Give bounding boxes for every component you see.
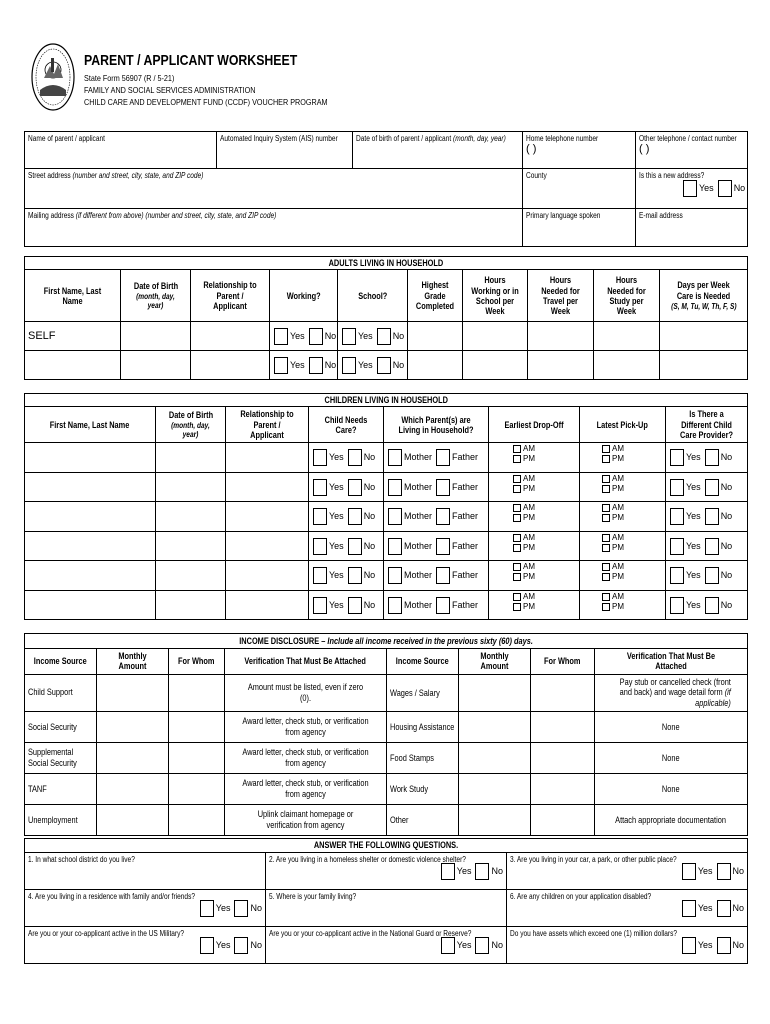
email-field[interactable]: E-mail address [636, 209, 748, 247]
child-care-no-checkbox[interactable] [348, 449, 362, 466]
pickup-am-checkbox[interactable] [602, 475, 610, 483]
adults-table [24, 256, 748, 380]
pickup-pm-checkbox[interactable] [602, 514, 610, 522]
pickup-am-checkbox[interactable] [602, 563, 610, 571]
monthly-amount-input[interactable] [97, 805, 169, 836]
provider-yes-checkbox[interactable] [670, 597, 684, 614]
pickup-pm-checkbox[interactable] [602, 455, 610, 463]
monthly-amount-input[interactable] [97, 774, 169, 805]
income-section-title: INCOME DISCLOSURE – Include all income received in the previous sixty (60) days. [25, 634, 748, 649]
adult-school-no-checkbox[interactable] [377, 328, 391, 345]
for-whom-input[interactable] [169, 743, 225, 774]
child-care-yes-checkbox[interactable] [313, 449, 327, 466]
children-col-provider: Is There a Different Child Care Provider? [666, 407, 748, 443]
child-row: Yes No Mother Father AM PM AM PM Yes No [25, 531, 748, 561]
provider-yes-checkbox[interactable] [670, 538, 684, 555]
father-checkbox[interactable] [436, 567, 450, 584]
child-care-yes-checkbox[interactable] [313, 567, 327, 584]
income-col-verification-2: Verification That Must Be Attached [595, 649, 748, 675]
provider-no-checkbox[interactable] [705, 479, 719, 496]
child-row: Yes No Mother Father AM PM AM PM Yes No [25, 472, 748, 502]
language-field[interactable]: Primary language spoken [523, 209, 636, 247]
new-address-field: Is this a new address? Yes No [636, 169, 748, 209]
dropoff-am-checkbox[interactable] [513, 563, 521, 571]
monthly-amount-input[interactable] [459, 712, 531, 743]
children-section-title: CHILDREN LIVING IN HOUSEHOLD [25, 394, 748, 407]
verification-text: Award letter, check stub, or verification from agency [225, 712, 387, 743]
income-col-for-whom: For Whom [169, 649, 225, 675]
monthly-amount-input[interactable] [459, 743, 531, 774]
applicant-name-field[interactable]: Name of parent / applicant [25, 132, 217, 169]
question-yes-checkbox[interactable] [682, 863, 696, 880]
question-row [25, 853, 748, 890]
dropoff-pm-checkbox[interactable] [513, 544, 521, 552]
monthly-amount-input[interactable] [459, 674, 531, 711]
for-whom-input[interactable] [531, 712, 595, 743]
home-phone-field[interactable]: Home telephone number ( ) [523, 132, 636, 169]
adult-working-yes-checkbox[interactable] [274, 328, 288, 345]
child-relationship-cell[interactable] [226, 561, 309, 591]
verification-text: Award letter, check stub, or verification from agency [225, 743, 387, 774]
verification-text: Amount must be listed, even if zero (0). [225, 674, 387, 711]
monthly-amount-input[interactable] [459, 805, 531, 836]
child-relationship-cell[interactable] [226, 502, 309, 532]
child-care-yes-checkbox[interactable] [313, 538, 327, 555]
question-yes-checkbox[interactable] [200, 937, 214, 954]
dropoff-am-checkbox[interactable] [513, 534, 521, 542]
for-whom-input[interactable] [169, 774, 225, 805]
question-yes-checkbox[interactable] [682, 937, 696, 954]
adults-col-hours-working: Hours Working or in School per Week [463, 270, 528, 322]
for-whom-input[interactable] [531, 805, 595, 836]
dropoff-pm-checkbox[interactable] [513, 514, 521, 522]
question-no-checkbox[interactable] [234, 900, 248, 917]
income-row [25, 774, 748, 805]
pickup-am-checkbox[interactable] [602, 445, 610, 453]
child-relationship-cell[interactable] [226, 590, 309, 620]
child-row: Yes No Mother Father AM PM AM PM Yes No [25, 561, 748, 591]
child-name-cell[interactable] [25, 561, 156, 591]
income-col-verification: Verification That Must Be Attached [225, 649, 387, 675]
child-relationship-cell[interactable] [226, 443, 309, 473]
question-yes-checkbox[interactable] [682, 900, 696, 917]
child-name-cell[interactable] [25, 502, 156, 532]
adult-working-no-checkbox[interactable] [309, 328, 323, 345]
question-no-checkbox[interactable] [234, 937, 248, 954]
mother-checkbox[interactable] [388, 449, 402, 466]
questions-table [24, 838, 748, 964]
county-field[interactable]: County [523, 169, 636, 209]
dropoff-pm-checkbox[interactable] [513, 485, 521, 493]
monthly-amount-input[interactable] [97, 743, 169, 774]
income-row [25, 743, 748, 774]
monthly-amount-input[interactable] [97, 674, 169, 711]
adult-relationship-cell[interactable] [191, 322, 270, 351]
question-no-checkbox[interactable] [717, 863, 731, 880]
provider-no-checkbox[interactable] [705, 597, 719, 614]
dropoff-pm-checkbox[interactable] [513, 455, 521, 463]
verification-text: None [595, 743, 748, 774]
father-checkbox[interactable] [436, 597, 450, 614]
income-source-label: TANF [25, 774, 97, 805]
question-yes-checkbox[interactable] [200, 900, 214, 917]
mother-checkbox[interactable] [388, 479, 402, 496]
adults-col-relationship: Relationship to Parent / Applicant [191, 270, 270, 322]
mother-checkbox[interactable] [388, 508, 402, 525]
income-row [25, 805, 748, 836]
verification-text: Award letter, check stub, or verification from agency [225, 774, 387, 805]
for-whom-input[interactable] [531, 774, 595, 805]
adult-working-yes-checkbox[interactable] [274, 357, 288, 374]
question-no-checkbox[interactable] [475, 863, 489, 880]
adult-school-no-checkbox[interactable] [377, 357, 391, 374]
children-table [24, 393, 748, 620]
mother-checkbox[interactable] [388, 538, 402, 555]
child-care-no-checkbox[interactable] [348, 567, 362, 584]
income-source-label: Food Stamps [387, 743, 459, 774]
child-dob-cell[interactable] [156, 531, 226, 561]
adults-col-name: First Name, Last Name [25, 270, 121, 322]
adult-row: Yes No Yes No [25, 351, 748, 380]
child-care-no-checkbox[interactable] [348, 597, 362, 614]
income-row [25, 712, 748, 743]
pickup-pm-checkbox[interactable] [602, 485, 610, 493]
other-phone-field[interactable]: Other telephone / contact number ( ) [636, 132, 748, 169]
question-no-checkbox[interactable] [717, 900, 731, 917]
applicant-info-table [24, 131, 748, 247]
father-checkbox[interactable] [436, 538, 450, 555]
income-col-amount-2: Monthly Amount [459, 649, 531, 675]
program-name: CHILD CARE AND DEVELOPMENT FUND (CCDF) VOUCHER PROGRAM [84, 97, 328, 107]
dropoff-pm-checkbox[interactable] [513, 573, 521, 581]
provider-no-checkbox[interactable] [705, 508, 719, 525]
adult-school-yes-checkbox[interactable] [342, 357, 356, 374]
verification-text: None [595, 712, 748, 743]
child-dob-cell[interactable] [156, 561, 226, 591]
provider-no-checkbox[interactable] [705, 538, 719, 555]
income-col-source-2: Income Source [387, 649, 459, 675]
dropoff-am-checkbox[interactable] [513, 593, 521, 601]
adults-col-travel: Hours Needed for Travel per Week [528, 270, 594, 322]
question-cell[interactable]: Do you have assets which exceed one (1) million dollars? Yes No [507, 927, 748, 964]
pickup-am-checkbox[interactable] [602, 593, 610, 601]
question-cell[interactable]: 4. Are you living in a residence with family and/or friends? Yes No [25, 890, 266, 927]
question-row [25, 890, 748, 927]
question-cell[interactable]: 5. Where is your family living? [266, 890, 507, 927]
new-address-yes-checkbox[interactable] [683, 180, 697, 197]
child-care-yes-checkbox[interactable] [313, 597, 327, 614]
form-number: State Form 56907 (R / 5-21) [84, 73, 175, 83]
income-source-label: Social Security [25, 712, 97, 743]
adults-col-grade: Highest Grade Completed [408, 270, 463, 322]
provider-yes-checkbox[interactable] [670, 449, 684, 466]
questions-section-title: ANSWER THE FOLLOWING QUESTIONS. [25, 839, 748, 853]
adults-section-title: ADULTS LIVING IN HOUSEHOLD [25, 257, 748, 270]
children-col-needs-care: Child Needs Care? [309, 407, 384, 443]
child-dob-cell[interactable] [156, 443, 226, 473]
provider-yes-checkbox[interactable] [670, 508, 684, 525]
child-name-cell[interactable] [25, 443, 156, 473]
children-col-name: First Name, Last Name [25, 407, 156, 443]
verification-text: None [595, 774, 748, 805]
adult-name-cell[interactable]: SELF [25, 322, 121, 351]
mother-checkbox[interactable] [388, 567, 402, 584]
question-cell[interactable]: 2. Are you living in a homeless shelter or domestic violence shelter? Yes No [266, 853, 507, 890]
adult-row: SELF Yes No Yes No [25, 322, 748, 351]
father-checkbox[interactable] [436, 449, 450, 466]
provider-no-checkbox[interactable] [705, 567, 719, 584]
mother-checkbox[interactable] [388, 597, 402, 614]
income-col-for-whom-2: For Whom [531, 649, 595, 675]
adult-working-no-checkbox[interactable] [309, 357, 323, 374]
adult-dob-cell[interactable] [121, 322, 191, 351]
child-relationship-cell[interactable] [226, 472, 309, 502]
child-name-cell[interactable] [25, 590, 156, 620]
adults-col-working: Working? [270, 270, 338, 322]
ais-number-field[interactable]: Automated Inquiry System (AIS) number [217, 132, 353, 169]
child-care-no-checkbox[interactable] [348, 538, 362, 555]
for-whom-input[interactable] [531, 743, 595, 774]
agency-name: FAMILY AND SOCIAL SERVICES ADMINISTRATION [84, 85, 256, 95]
question-no-checkbox[interactable] [717, 937, 731, 954]
child-name-cell[interactable] [25, 472, 156, 502]
adults-col-days: Days per Week Care is Needed (S, M, Tu, W, Th, F, S) [660, 270, 748, 322]
monthly-amount-input[interactable] [97, 712, 169, 743]
child-care-yes-checkbox[interactable] [313, 479, 327, 496]
child-dob-cell[interactable] [156, 472, 226, 502]
question-yes-checkbox[interactable] [441, 863, 455, 880]
adult-school-yes-checkbox[interactable] [342, 328, 356, 345]
income-source-label: Housing Assistance [387, 712, 459, 743]
pickup-am-checkbox[interactable] [602, 534, 610, 542]
for-whom-input[interactable] [169, 674, 225, 711]
dropoff-am-checkbox[interactable] [513, 475, 521, 483]
children-col-relationship: Relationship to Parent / Applicant [226, 407, 309, 443]
question-cell[interactable]: 1. In what school district do you live? [25, 853, 266, 890]
child-care-no-checkbox[interactable] [348, 479, 362, 496]
child-relationship-cell[interactable] [226, 531, 309, 561]
pickup-am-checkbox[interactable] [602, 504, 610, 512]
dropoff-pm-checkbox[interactable] [513, 603, 521, 611]
income-col-source: Income Source [25, 649, 97, 675]
children-col-pickup: Latest Pick-Up [580, 407, 666, 443]
father-checkbox[interactable] [436, 508, 450, 525]
question-row [25, 927, 748, 964]
adult-name-cell[interactable] [25, 351, 121, 380]
father-checkbox[interactable] [436, 479, 450, 496]
income-source-label: Work Study [387, 774, 459, 805]
page-title: PARENT / APPLICANT WORKSHEET [84, 52, 298, 69]
income-source-label: Other [387, 805, 459, 836]
income-source-label: Wages / Salary [387, 674, 459, 711]
child-name-cell[interactable] [25, 531, 156, 561]
question-yes-checkbox[interactable] [441, 937, 455, 954]
monthly-amount-input[interactable] [459, 774, 531, 805]
children-col-dob: Date of Birth (month, day, year) [156, 407, 226, 443]
provider-no-checkbox[interactable] [705, 449, 719, 466]
dropoff-am-checkbox[interactable] [513, 504, 521, 512]
child-care-yes-checkbox[interactable] [313, 508, 327, 525]
dropoff-am-checkbox[interactable] [513, 445, 521, 453]
applicant-dob-field[interactable]: Date of birth of parent / applicant (month, day, year) [353, 132, 523, 169]
mailing-address-field[interactable]: Mailing address (if different from above) (number and street, city, state, and ZIP code) [25, 209, 523, 247]
adults-col-school: School? [338, 270, 408, 322]
child-row: Yes No Mother Father AM PM AM PM Yes No [25, 590, 748, 620]
street-address-field[interactable]: Street address (number and street, city, state, and ZIP code) [25, 169, 523, 209]
children-col-parents: Which Parent(s) are Living in Household? [384, 407, 489, 443]
provider-yes-checkbox[interactable] [670, 479, 684, 496]
adults-col-dob: Date of Birth (month, day, year) [121, 270, 191, 322]
child-row: Yes No Mother Father AM PM AM PM Yes No [25, 502, 748, 532]
provider-yes-checkbox[interactable] [670, 567, 684, 584]
state-seal-logo [30, 40, 76, 114]
pickup-pm-checkbox[interactable] [602, 573, 610, 581]
child-row: Yes No Mother Father AM PM AM PM Yes No [25, 443, 748, 473]
children-col-dropoff: Earliest Drop-Off [489, 407, 580, 443]
new-address-no-checkbox[interactable] [718, 180, 732, 197]
income-table [24, 633, 748, 836]
income-source-label: Supplemental Social Security [25, 743, 97, 774]
income-source-label: Unemployment [25, 805, 97, 836]
for-whom-input[interactable] [169, 712, 225, 743]
income-col-amount: Monthly Amount [97, 649, 169, 675]
question-no-checkbox[interactable] [475, 937, 489, 954]
income-source-label: Child Support [25, 674, 97, 711]
child-dob-cell[interactable] [156, 590, 226, 620]
for-whom-input[interactable] [169, 805, 225, 836]
pickup-pm-checkbox[interactable] [602, 544, 610, 552]
question-cell[interactable]: Are you or your co-applicant active in the National Guard or Reserve? Yes No [266, 927, 507, 964]
child-dob-cell[interactable] [156, 502, 226, 532]
verification-text: Attach appropriate documentation [595, 805, 748, 836]
question-cell[interactable]: Are you or your co-applicant active in the US Military? Yes No [25, 927, 266, 964]
question-cell[interactable]: 3. Are you living in your car, a park, or other public place? Yes No [507, 853, 748, 890]
adults-col-study: Hours Needed for Study per Week [594, 270, 660, 322]
child-care-no-checkbox[interactable] [348, 508, 362, 525]
question-cell[interactable]: 6. Are any children on your application disabled? Yes No [507, 890, 748, 927]
verification-text: Pay stub or cancelled check (front and back) and wage detail form (if applicable) [595, 674, 748, 711]
income-row [25, 674, 748, 711]
verification-text: Uplink claimant homepage or verification from agency [225, 805, 387, 836]
for-whom-input[interactable] [531, 674, 595, 711]
pickup-pm-checkbox[interactable] [602, 603, 610, 611]
